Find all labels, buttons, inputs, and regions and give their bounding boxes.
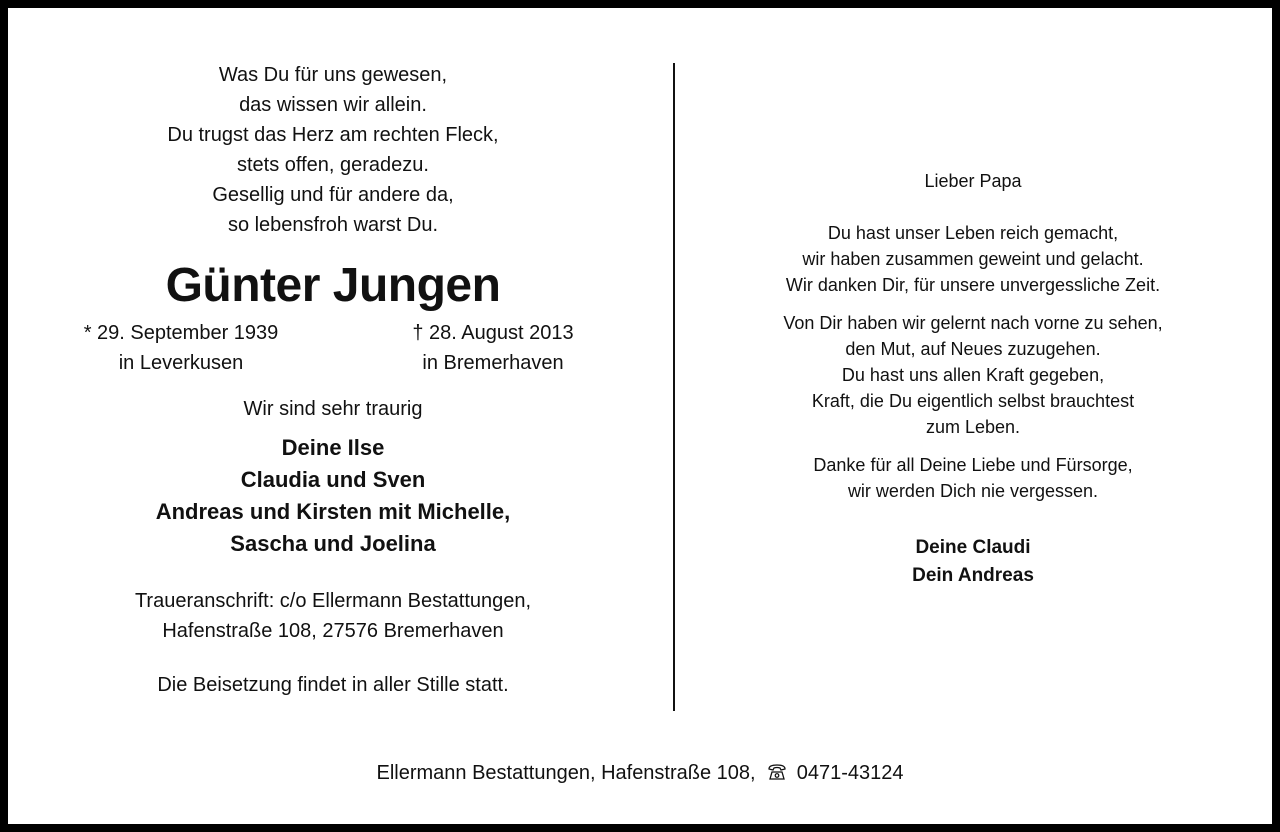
family-line: Andreas und Kirsten mit Michelle,	[155, 499, 511, 524]
poem-line: das wissen wir allein.	[239, 94, 427, 116]
greeting: Lieber Papa	[924, 171, 1022, 191]
signature	[708, 534, 1238, 590]
stanza-line: Danke für all Deine Liebe und Fürsorge,	[813, 455, 1133, 475]
poem-line: so lebensfroh warst Du.	[227, 214, 439, 236]
poem-line: Gesellig und für andere da,	[212, 184, 454, 206]
family-line: Claudia und Sven	[240, 467, 426, 492]
life-dates	[48, 318, 618, 378]
funeral-home-address: Ellermann Bestattungen, Hafenstraße 108,	[376, 762, 756, 784]
poem-line: stets offen, geradezu.	[237, 154, 429, 176]
family-line: Deine Ilse	[281, 435, 385, 460]
burial-note: Die Beisetzung findet in aller Stille statt.	[157, 674, 509, 696]
telephone-icon	[767, 760, 787, 778]
left-column	[48, 60, 618, 700]
column-divider	[673, 63, 675, 711]
stanza-line: zum Leben.	[925, 417, 1021, 437]
family-names	[48, 432, 618, 560]
poem-line: Du trugst das Herz am rechten Fleck,	[167, 124, 499, 146]
stanza	[708, 220, 1238, 298]
right-column	[708, 168, 1238, 590]
stanza-line: Kraft, die Du eigentlich selbst brauchtest	[811, 391, 1135, 411]
obituary-card	[8, 8, 1272, 824]
stanza-line: wir werden Dich nie vergessen.	[847, 481, 1099, 501]
signature-line: Deine Claudi	[915, 537, 1031, 558]
stanza-line: Du hast uns allen Kraft gegeben,	[841, 365, 1105, 385]
memorial-poem	[48, 60, 618, 240]
stanza-line: wir haben zusammen geweint und gelacht.	[802, 249, 1144, 269]
stanza-line: Von Dir haben wir gelernt nach vorne zu sehen,	[783, 313, 1163, 333]
signature-line: Dein Andreas	[912, 565, 1034, 586]
death-place: in Bremerhaven	[422, 352, 564, 374]
birth-place: in Leverkusen	[118, 352, 244, 374]
death-date: † 28. August 2013	[412, 322, 574, 344]
stanza-line: den Mut, auf Neues zuzugehen.	[845, 339, 1101, 359]
stanza-line: Wir danken Dir, für unsere unvergessliche Zeit.	[785, 275, 1161, 295]
condolence-address	[48, 586, 618, 646]
funeral-home-footer	[8, 758, 1272, 788]
phone-number: 0471-43124	[796, 762, 904, 784]
death-info	[348, 318, 638, 378]
family-line: Sascha und Joelina	[230, 531, 436, 556]
poem-line: Was Du für uns gewesen,	[218, 64, 448, 86]
stanza	[708, 452, 1238, 504]
stanza	[708, 310, 1238, 440]
address-line: Traueranschrift: c/o Ellermann Bestattungen,	[134, 590, 532, 612]
stanza-line: Du hast unser Leben reich gemacht,	[827, 223, 1119, 243]
deceased-name: Günter Jungen	[165, 259, 501, 312]
birth-info	[36, 318, 326, 378]
birth-date: * 29. September 1939	[83, 322, 279, 344]
address-line: Hafenstraße 108, 27576 Bremerhaven	[162, 620, 504, 642]
mourning-text: Wir sind sehr traurig	[243, 398, 423, 420]
